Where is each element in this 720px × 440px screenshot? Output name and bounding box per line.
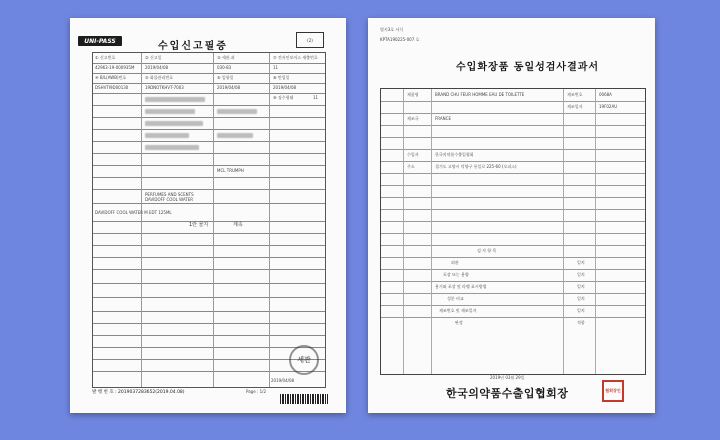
result-value: 일치 [577,260,585,265]
address-value: 경기도 고양시 덕양구 통일로 225-60 (오피스) [435,164,517,169]
footer-date: 2019/04/08 [271,378,295,383]
product-name: PERFUMES AND SCENTS [145,192,194,197]
barcode [280,394,328,404]
mfg-date-label: 제조일자 [567,104,583,109]
importer-label: 수입자 [407,152,419,157]
row-value: 030-83 [217,65,232,70]
item-note: 1란 물지 [189,222,209,228]
row-label: ⑤ 화물관리번호 [145,75,174,80]
import-declaration-document [70,18,346,413]
row-value: 2019/04/08 [217,85,241,90]
result-item: 제조번호 및 제조일자 [439,308,477,313]
continuation-mark: 계속 [233,222,243,228]
result-value: 일치 [577,308,585,313]
watermark [468,218,482,258]
row-label: ⑥ 입항일 [217,75,234,80]
result-value: 일치 [577,296,585,301]
origin-value: FRANCE [435,116,451,121]
uni-pass-logo: UNI-PASS [78,36,122,46]
declaration-form-grid [92,52,326,388]
issuer-name: 한국의약품수출입협회장 [446,387,569,400]
mfg-date-value: 19F02AU [599,104,618,109]
row-label: ① 신고번호 [95,55,116,60]
issue-number: 발 행 번 호 : 2019037283652(2019.04.08) [92,390,185,395]
certificate-table [380,88,646,375]
row-value: 2019/04/08 [145,65,169,70]
row-label: ③ 세관.과 [217,55,235,60]
declaration-title: 수입신고필증 [158,41,228,52]
row-label: ② 신고일 [145,55,162,60]
result-item: 외관 [451,260,459,265]
page-indicator: Page : 1/2 [246,389,267,394]
certificate-title: 수입화장품 동일성검사결과서 [456,62,600,73]
test-certificate-document [368,18,655,413]
result-item: 포장 또는 용량 [443,272,469,277]
product-name-value: BRAND CHU FEUR HOMME EAU DE TOILETTE [435,92,525,97]
spec-value: MCL TRUMPH [217,168,244,173]
result-value: 일치 [577,284,585,289]
lot-label: 제조번호 [567,92,583,97]
row-value: 42963-19-000935M [95,65,135,70]
corner-code: (2) [296,32,324,48]
row-label: ⑧ 반입일 [273,75,290,80]
row-value: 11 [313,95,319,100]
row-label: ⑨ 징수형태 [273,95,294,100]
result-value: 적합 [577,320,585,325]
official-seal: 협회장인 [602,380,624,402]
certificate-date: 2019년 03월 29일 [490,375,525,380]
origin-label: 제조국 [407,116,419,121]
result-item: 성분 비교 [447,296,464,301]
address-label: 주소 [407,164,415,169]
customs-stamp: 세관 [289,345,319,375]
result-item: 용기와 포장 및 라벨 표시방법 [435,284,487,289]
lot-value: 0068A [599,92,612,97]
row-value: 2019/04/08 [273,85,297,90]
row-label: ④ B/L(AWB)번호 [95,75,127,80]
certificate-number: KPTA190225-007 호 [380,37,420,42]
product-name-label: 제품명 [407,92,419,97]
row-value: 11 [273,65,279,70]
model-name: DAVIDOFF COOL WATER M EDT 125ML [95,210,172,215]
importer-value: 한국의약품수출입협회 [435,152,474,157]
form-reference: 별지3호 서식 [380,27,404,32]
row-value: 19DNOTKHVT-7003 [145,85,184,90]
row-value: DSHVTI9D00130 [95,85,129,90]
results-header: 검 사 항 목 [477,248,497,253]
result-item: 판정 [455,320,463,325]
row-label: ⑦ 전자인보이스 제출번호 [273,55,318,60]
result-value: 일치 [577,272,585,277]
brand-name: DAVIDOFF COOL WATER [145,197,194,202]
